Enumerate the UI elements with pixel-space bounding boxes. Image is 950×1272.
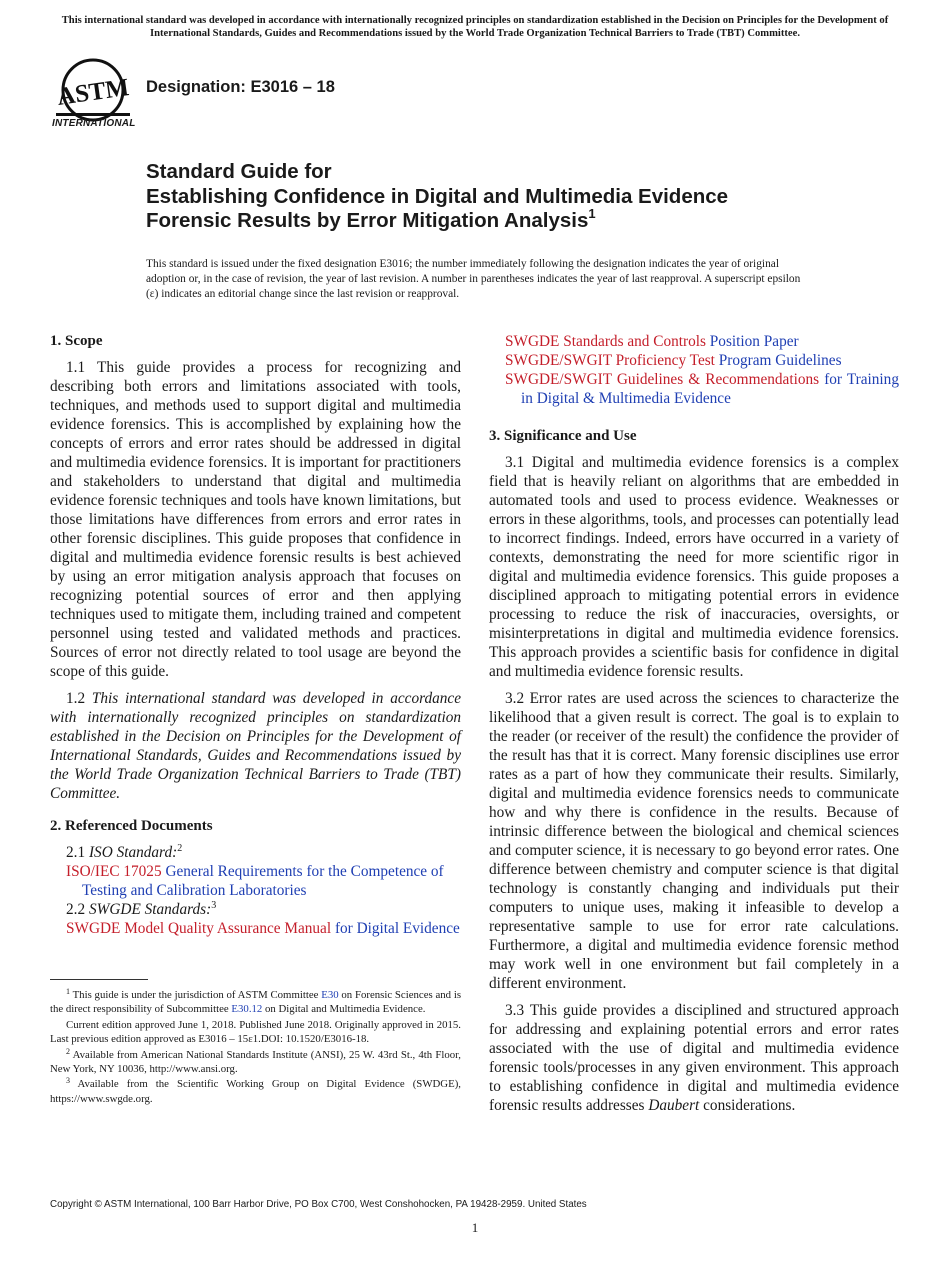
scope-1-2-text: This international standard was developed in accordance with internationally recognized principles on standardization established in the Decision on Principles for the Development of International Standards, Guides and Recommendations issued by the World Trade Organization Technical Barriers to Trade (TBT) Committee. [50,690,461,802]
swgde-qa-manual-reference[interactable] [50,919,461,938]
swgde-qa-manual-link[interactable]: SWGDE Model Quality Assurance Manual [66,920,332,937]
copyright-line: Copyright © ASTM International, 100 Barr Harbor Drive, PO Box C700, West Conshohocken, PA 19428-2959. United States [50,1199,587,1210]
issued-note: This standard is issued under the fixed designation E3016; the number immediately following the designation indicates the year of original adoption or, in the case of revision, the year of last revision. A number in parentheses indicates the year of last reapproval. A superscript epsilon (ε) indicates an editorial change since the last revision or reapproval. [146,258,801,300]
iso-label: ISO Standard: [88,844,178,861]
designation: Designation: E3016 – 18 [146,78,335,96]
right-column [489,332,899,1115]
footnote-2-mark: 2 [66,1046,70,1056]
footnote-1-text-a: This guide is under the jurisdiction of ASTM Committee [72,989,319,1001]
program-guidelines-link[interactable]: Program Guidelines [718,352,842,369]
footnote-divider [50,979,148,980]
significance-3-3-end: considerations. [703,1097,796,1114]
training-link[interactable]: for Training in Digital & Multimedia Evidence [521,371,899,407]
scope-1-2-number: 1.2 [66,690,86,707]
iso-ref-title-link[interactable]: General Requirements for the Competence of Testing and Calibration Laboratories [82,863,444,899]
title-line-3 [146,206,906,234]
swgde-qa-manual-suffix-link[interactable]: for Digital Evidence [334,920,460,937]
significance-paragraph-3-3 [489,1001,899,1115]
document-title [146,160,906,234]
swgde-footnote-mark: 3 [211,900,217,911]
footnote-2 [50,1048,461,1077]
footnote-2-text: Available from American National Standards Institute (ANSI), 25 W. 43rd St., 4th Floor, New York, NY 10036, http://www.ansi.org. [50,1048,462,1076]
footnote-3 [50,1077,461,1106]
significance-paragraph-3-2: 3.2 Error rates are used across the sciences to characterize the likelihood that a given result is correct. The goal is to explain to the reader (or receiver of the result) the confidence the provider of the result has that it is correct. Many forensic disciplines use error rates as a part of how they communicate their results. Similarly, digital and multimedia evidence forensics needs to communicate how and why there is confidence in the results. Because of intrinsic difference between the biological and chemical sciences and computer science, it is necessary to go beyond error rates. One difference between chemistry and computer science is that digital technology is constantly changing and individuals put their computers to unique uses, making it infeasible to develop a representative sample to use for error rate calculations. Furthermore, a digital and multimedia evidence forensic method may work well in one environment but fail completely in a different environment. [489,690,899,992]
swgde-proficiency-link[interactable]: SWGDE/SWGIT Proficiency Test [505,352,715,369]
section-scope-heading: 1. Scope [50,333,103,349]
iso-standard-label [66,843,461,862]
title-line-1: Standard Guide for [146,160,332,183]
swgde-training-reference[interactable] [489,370,899,408]
e30-12-link[interactable]: E30.12 [231,1003,263,1016]
e30-link[interactable]: E30 [321,989,339,1001]
daubert-term: Daubert [648,1097,700,1114]
scope-paragraph-1-1: 1.1 This guide provides a process for recognizing and describing both errors and limitations associated with tools, techniques, and methods used to support digital and multimedia evidence forensics. This is accomplished by explaining how the concepts of errors and error rates should be addressed in digital and multimedia evidence forensics. It is important for practitioners and stakeholders to understand that digital and multimedia evidence forensic techniques and tools have known limitations, but those limitations have differences from errors and error rates in other forensic disciplines. This guide proposes that confidence in digital and multimedia evidence forensic results is best achieved by using an error mitigation analysis approach that focuses on recognizing potential sources of error and then applying techniques used to mitigate them, including trained and competent personnel using tested and validated methods and practices. Sources of error not directly related to tool usage are beyond the scope of this guide. [50,359,461,680]
swgde-number: 2.2 [66,901,86,918]
swgde-guidelines-link[interactable]: SWGDE/SWGIT Guidelines & Recommendations [505,371,820,388]
swgde-standards-controls-link[interactable]: SWGDE Standards and Controls [505,333,706,350]
significance-paragraph-3-1: 3.1 Digital and multimedia evidence forensics is a complex field that is heavily reliant on algorithms that are embedded in automated tools and used to process evidence. Weaknesses or errors in these algorithms, tools, and processes can potentially lead to incorrect findings. Indeed, errors have occurred in a variety of contexts, demonstrating the need for more scientific rigor in digital and multimedia evidence forensics. This guide proposes a disciplined approach to mitigating potential errors in evidence processing to reduce the risk of inaccuracies, oversights, or misinterpretations in digital and multimedia evidence forensics. This approach provides a scientific basis for confidence in digital and multimedia evidence forensic results. [489,454,899,680]
section-referenced-heading: 2. Referenced Documents [50,818,213,834]
iso-ref-code-link[interactable]: ISO/IEC 17025 [66,863,162,880]
iso-17025-reference[interactable] [50,862,461,900]
section-significance-heading: 3. Significance and Use [489,428,637,444]
logo-subtext: INTERNATIONAL [52,118,136,129]
title-line-2: Establishing Confidence in Digital and Multimedia Evidence [146,184,729,208]
page-number: 1 [471,1220,479,1235]
scope-paragraph-1-2 [50,689,461,803]
footnote-1-text-b: on Forensic Sciences and is the direct responsibility of Subcommittee [50,989,462,1016]
swgde-standards-controls-reference[interactable] [489,332,899,351]
footnote-3-text: Available from the Scientific Working Group on Digital Evidence (SWDGE), https://www.swgde.org. [50,1078,461,1105]
position-paper-link[interactable]: Position Paper [709,333,799,350]
iso-number: 2.1 [66,844,86,861]
footnote-current-edition: Current edition approved June 1, 2018. Published June 2018. Originally approved in 2015. Last previous edition approved as E3016 – 15ε1.DOI: 10.1520/E3016-18. [50,1018,461,1046]
iso-footnote-mark: 2 [177,843,183,854]
left-column [50,332,461,938]
footnotes [50,988,461,1107]
title-line-3-text: Forensic Results by Error Mitigation Analysis [146,209,589,232]
footnote-1-mark: 1 [66,987,70,996]
footnote-3-mark: 3 [66,1076,70,1086]
swgde-standards-label [66,900,461,919]
logo-text: ASTM [55,74,131,111]
swgde-label: SWGDE Standards: [88,901,212,918]
footnote-1-text-c: on Digital and Multimedia Evidence. [265,1003,426,1016]
swgde-proficiency-reference[interactable] [489,351,899,370]
significance-3-3-text: 3.3 This guide provides a disciplined and structured approach for addressing and explaining potential errors and error rates associated with the use of digital and multimedia evidence forensic tools/processes in any given environment. This approach to establishing confidence in digital and multimedia evidence forensic results addresses [489,1002,899,1114]
tbt-notice: This international standard was developed in accordance with internationally recognized principles on standardization established in the Decision on Principles for the Development of International Standards, Guides and Recommendations issued by the World Trade Organization Technical Barriers to Trade (TBT) Committee. [61,15,889,39]
footnote-1 [50,988,461,1017]
title-footnote-mark: 1 [588,206,596,221]
